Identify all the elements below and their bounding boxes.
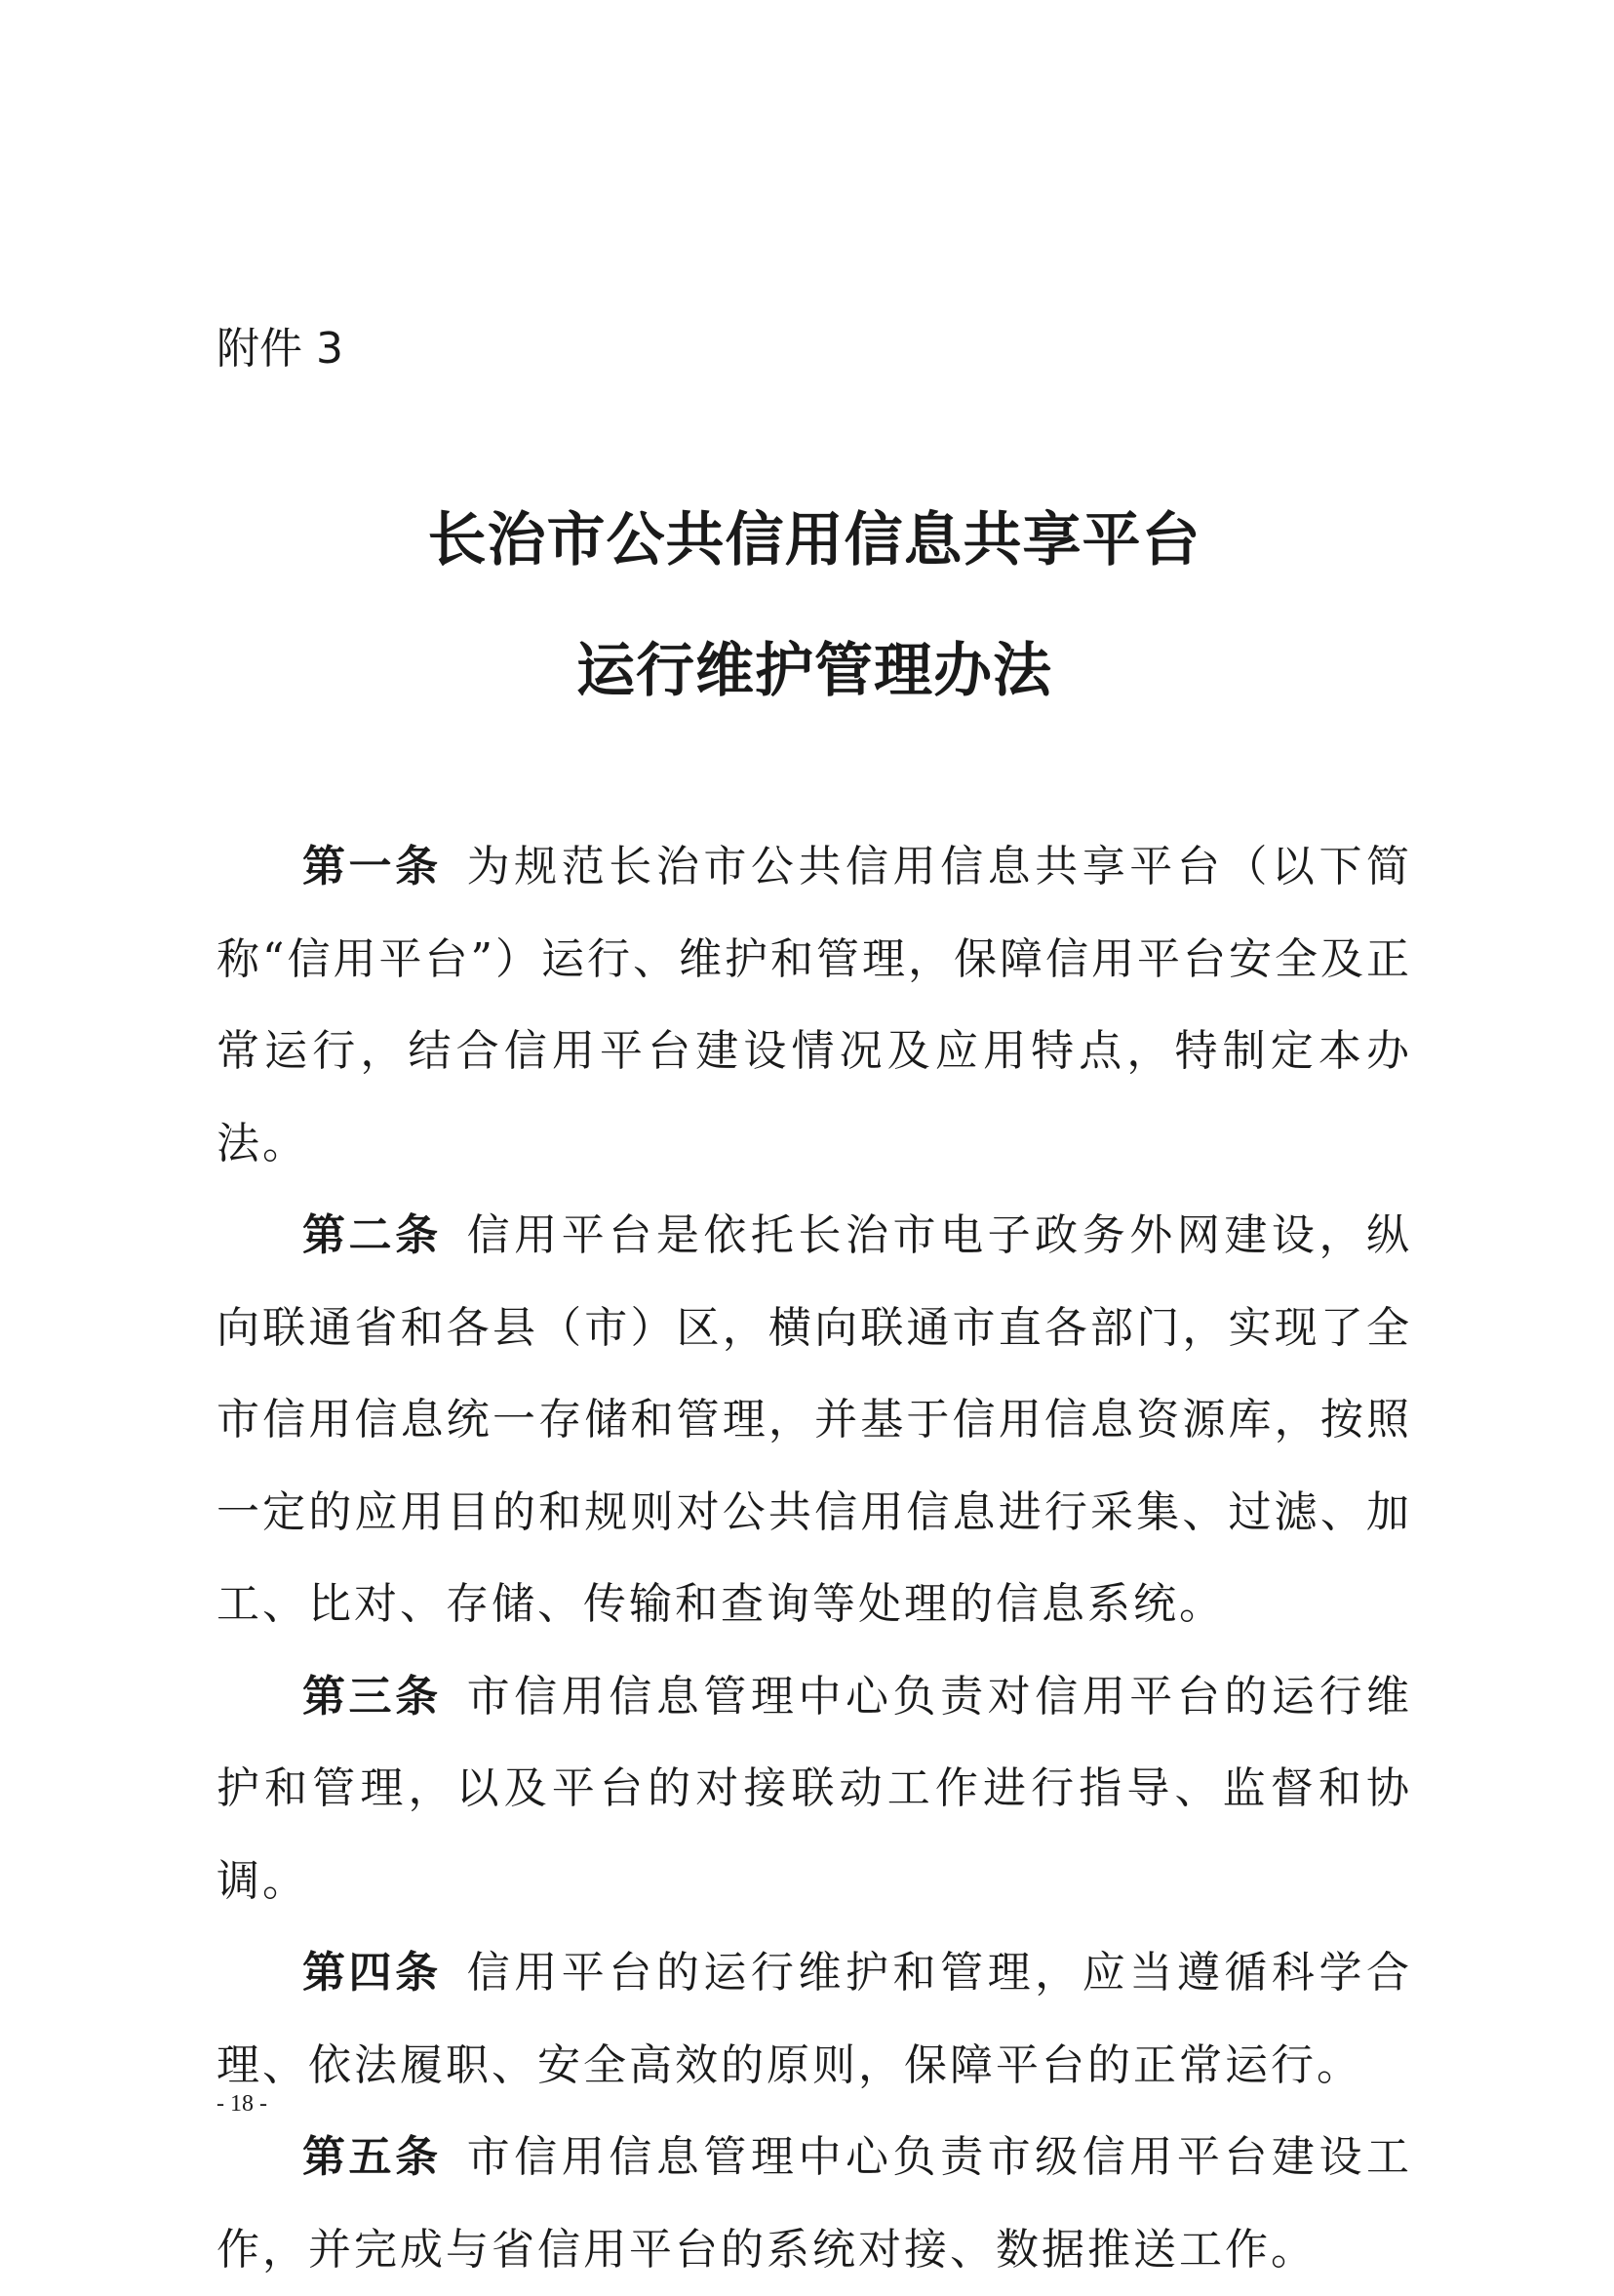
article-1-text: 为规范长治市公共信用信息共享平台（以下简称“信用平台”）运行、维护和管理，保障信用平台安全及正常运行，结合信用平台建设情况及应用特点，特制定本办法。 [217, 842, 1413, 1168]
article-2 [217, 1190, 1412, 1651]
article-3 [217, 1651, 1412, 1928]
document-title-line-1: 长治市公共信用信息共享平台 [427, 506, 1201, 574]
document-title-line-2: 运行维护管理办法 [576, 637, 1052, 705]
article-4 [217, 1927, 1412, 2112]
attachment-label: 附件 3 [217, 324, 343, 374]
article-3-text: 市信用信息管理中心负责对信用平台的运行维护和管理，以及平台的对接联动工作进行指导、监督和协调。 [217, 1671, 1413, 1906]
article-5-label: 第五条 [302, 2132, 442, 2182]
document-body [217, 821, 1412, 2296]
article-4-text: 信用平台的运行维护和管理，应当遵循科学合理、依法履职、安全高效的原则，保障平台的正常运行。 [217, 1948, 1413, 2090]
article-1-label: 第一条 [302, 842, 442, 891]
article-2-label: 第二条 [302, 1210, 442, 1260]
article-3-label: 第三条 [302, 1671, 442, 1722]
article-2-text: 信用平台是依托长治市电子政务外网建设，纵向联通省和各县（市）区，横向联通市直各部门，实现了全市信用信息统一存储和管理，并基于信用信息资源库，按照一定的应用目的和规则对公共信用信息进行采集、过滤、加工、比对、存储、传输和查询等处理的信息系统。 [217, 1210, 1413, 1629]
article-4-label: 第四条 [302, 1948, 442, 1998]
article-1 [217, 821, 1412, 1190]
article-5 [217, 2112, 1412, 2296]
article-5-text: 市信用信息管理中心负责市级信用平台建设工作，并完成与省信用平台的系统对接、数据推送工作。 [217, 2132, 1413, 2275]
page-number: - 18 - [217, 2091, 267, 2117]
